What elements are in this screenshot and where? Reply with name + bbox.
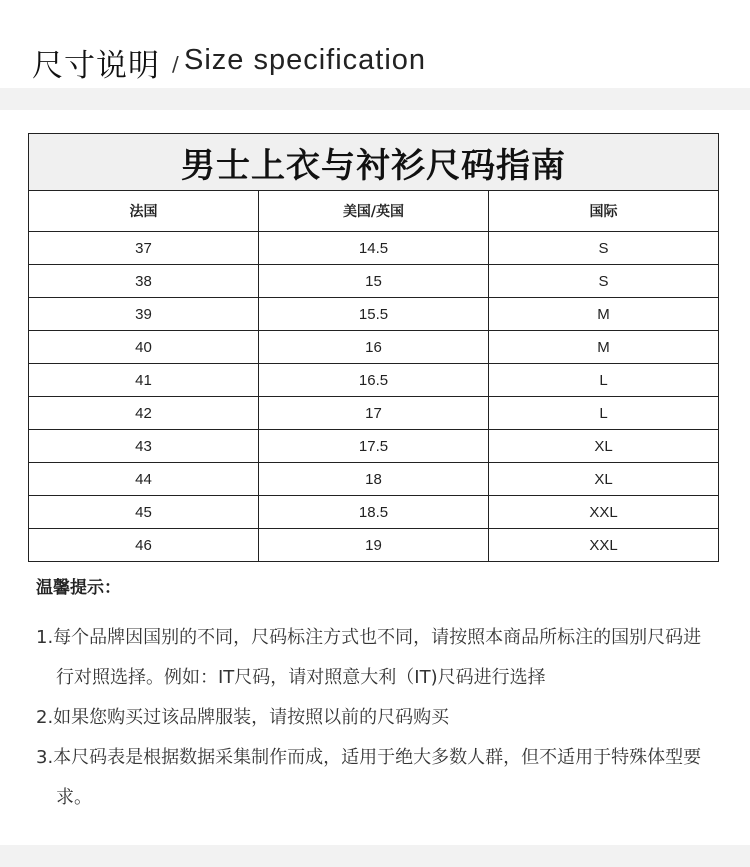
section-title-cn: 尺寸说明: [32, 48, 160, 84]
cell-us-uk: 18: [259, 463, 489, 496]
column-header-france: 法国: [29, 191, 259, 232]
table-row: [29, 463, 719, 496]
tip-item-1: 1.每个品牌因国别的不同，尺码标注方式也不同，请按照本商品所标注的国别尺码进行对照选择。例如：IT尺码，请对照意大利（IT)尺码进行选择: [36, 627, 702, 688]
cell-international: M: [489, 331, 719, 364]
cell-international: S: [489, 232, 719, 265]
table-header-row: [29, 191, 719, 232]
cell-us-uk: 18.5: [259, 496, 489, 529]
cell-us-uk: 16.5: [259, 364, 489, 397]
column-header-us-uk: 美国/英国: [259, 191, 489, 232]
cell-us-uk: 17: [259, 397, 489, 430]
cell-france: 42: [29, 397, 259, 430]
table-row: [29, 496, 719, 529]
cell-us-uk: 16: [259, 331, 489, 364]
table-row: [29, 265, 719, 298]
column-header-international: 国际: [489, 191, 719, 232]
table-row: [29, 529, 719, 562]
cell-france: 39: [29, 298, 259, 331]
divider-band-top: [0, 88, 750, 110]
cell-international: XL: [489, 463, 719, 496]
cell-international: M: [489, 298, 719, 331]
tip-item-2: 2.如果您购买过该品牌服装，请按照以前的尺码购买: [36, 707, 450, 728]
table-caption: 男士上衣与衬衫尺码指南: [29, 134, 719, 191]
cell-international: XXL: [489, 496, 719, 529]
table-row: [29, 430, 719, 463]
cell-france: 38: [29, 265, 259, 298]
table-row: [29, 298, 719, 331]
cell-us-uk: 15.5: [259, 298, 489, 331]
tip-item-3: 3.本尺码表是根据数据采集制作而成，适用于绝大多数人群，但不适用于特殊体型要求。: [36, 747, 702, 808]
divider-band-bottom: [0, 845, 750, 867]
cell-france: 45: [29, 496, 259, 529]
size-chart-table: [28, 133, 719, 562]
cell-international: S: [489, 265, 719, 298]
cell-france: 41: [29, 364, 259, 397]
cell-france: 37: [29, 232, 259, 265]
table-row: [29, 331, 719, 364]
tips-section: [36, 573, 716, 818]
table-row: [29, 397, 719, 430]
tips-heading: 温馨提示：: [36, 578, 121, 598]
section-title-en: Size specification: [184, 44, 427, 76]
cell-international: XXL: [489, 529, 719, 562]
cell-us-uk: 19: [259, 529, 489, 562]
cell-international: XL: [489, 430, 719, 463]
table-row: [29, 364, 719, 397]
cell-us-uk: 14.5: [259, 232, 489, 265]
cell-international: L: [489, 364, 719, 397]
cell-france: 46: [29, 529, 259, 562]
cell-france: 44: [29, 463, 259, 496]
cell-us-uk: 15: [259, 265, 489, 298]
cell-us-uk: 17.5: [259, 430, 489, 463]
cell-france: 40: [29, 331, 259, 364]
title-separator: /: [172, 52, 179, 76]
page-header: [0, 0, 750, 88]
cell-france: 43: [29, 430, 259, 463]
table-row: [29, 232, 719, 265]
cell-international: L: [489, 397, 719, 430]
